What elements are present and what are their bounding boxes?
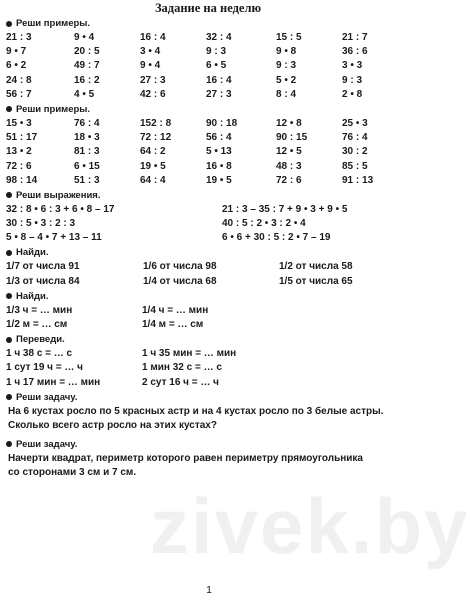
grid-cell: 6 • 15 [74,160,100,172]
grid-cell: 4 • 5 [74,88,95,100]
grid-row [6,376,410,390]
grid-cell: 16 : 4 [140,32,166,43]
section-heading [6,437,410,452]
grid-row [6,131,410,145]
grid-cell: 16 : 4 [206,74,232,86]
section-heading-text: Реши примеры. [16,18,91,29]
task-line: На 6 кустах росло по 5 красных астр и на 4 кустах росло по 3 белые астры. [8,405,384,417]
grid-row [6,275,410,289]
grid-cell: 1 мин 32 с = … с [142,362,222,374]
grid-cell: 51 : 3 [74,174,100,186]
grid-cell: 9 • 4 [140,60,161,72]
grid-cell: 27 : 3 [206,88,232,100]
bullet-icon [6,394,12,400]
section-heading-text: Найди. [16,290,49,302]
grid-row [6,31,410,45]
grid-row [6,203,410,217]
examples-grid [6,117,410,188]
examples-grid [6,31,410,102]
bullet-icon [6,441,12,447]
grid-cell: 16 • 8 [206,160,232,172]
grid-cell: 9 • 7 [6,46,27,58]
grid-row [6,304,410,318]
grid-row [6,160,410,174]
task-line: Сколько всего астр росло на этих кустах? [8,419,217,431]
grid-cell: 1/4 м = … см [142,319,204,330]
grid-cell: 72 : 6 [276,174,302,186]
grid-cell: 21 : 3 – 35 : 7 + 9 • 3 + 9 • 5 [222,203,348,215]
grid-cell: 3 • 4 [140,46,161,58]
section-heading [6,332,410,347]
grid-cell: 1/7 от числа 91 [6,261,80,273]
section-heading [6,16,410,31]
grid-cell: 76 : 4 [74,117,100,129]
grid-cell: 49 : 7 [74,60,100,72]
grid-cell: 1/5 от числа 65 [279,275,353,287]
grid-row [6,88,410,102]
fractions-grid [6,260,410,288]
bullet-icon [6,250,12,256]
section-heading-text: Реши примеры. [16,103,91,115]
grid-cell: 3 • 3 [342,60,363,72]
grid-cell: 20 : 5 [74,46,100,58]
grid-cell: 27 : 3 [140,74,166,86]
grid-cell: 64 : 4 [140,174,166,186]
section-heading-text: Реши задачу. [16,391,78,403]
grid-cell: 1 ч 35 мин = … мин [142,348,237,360]
grid-cell: 56 : 4 [206,132,232,144]
grid-cell: 15 • 3 [6,117,32,129]
grid-row [6,145,410,159]
bullet-icon [6,192,12,198]
conversion-grid [6,347,410,390]
grid-row [6,231,410,245]
grid-cell: 30 : 5 • 3 : 2 : 3 [6,218,76,230]
grid-cell: 25 • 3 [342,117,368,129]
expressions-grid [6,203,410,246]
section-heading-text: Реши выражения. [16,189,101,201]
grid-cell: 12 • 8 [276,117,302,129]
grid-row [6,117,410,131]
bullet-icon [6,293,12,299]
grid-cell: 1 сут 19 ч = … ч [6,362,83,374]
grid-cell: 90 : 18 [206,117,238,129]
section-heading-text: Реши задачу. [16,438,78,450]
grid-cell: 72 : 6 [6,160,32,172]
grid-cell: 1 ч 38 с = … с [6,348,73,360]
grid-row [6,318,410,332]
watermark: zivek.by [150,482,470,570]
grid-cell: 1/6 от числа 98 [143,261,217,273]
grid-row [6,59,410,73]
grid-cell: 1/3 ч = … мин [6,304,73,316]
grid-cell: 5 • 8 – 4 • 7 + 13 – 11 [6,232,102,244]
page-title: Задание на неделю [154,1,262,15]
grid-cell: 85 : 5 [342,160,368,172]
grid-cell: 76 : 4 [342,132,368,144]
grid-cell: 9 : 3 [206,46,227,58]
section-heading [6,245,410,260]
grid-cell: 15 : 5 [276,32,302,43]
grid-cell: 18 • 3 [74,132,100,144]
grid-cell: 98 : 14 [6,174,38,186]
grid-cell: 1/4 от числа 68 [143,275,217,287]
bullet-icon [6,106,12,112]
grid-row [6,45,410,59]
grid-cell: 5 • 2 [276,74,297,86]
grid-cell: 152 : 8 [140,117,172,129]
bullet-icon [6,337,12,343]
grid-cell: 21 : 7 [342,32,368,43]
grid-cell: 12 • 5 [276,146,302,158]
grid-cell: 32 : 8 • 6 : 3 + 6 • 8 – 17 [6,203,115,215]
grid-cell: 1/2 от числа 58 [279,261,353,273]
grid-row [6,361,410,375]
task-line: со сторонами 3 см и 7 см. [8,466,137,478]
grid-row [6,217,410,231]
section-heading-text: Найди. [16,247,49,259]
section-heading [6,188,410,203]
grid-cell: 1/3 от числа 84 [6,275,80,287]
units-grid [6,304,410,332]
grid-cell: 8 : 4 [276,88,297,100]
grid-cell: 56 : 7 [6,88,32,100]
task-text [6,405,410,433]
page-number: 1 [206,584,212,596]
bullet-icon [6,21,12,27]
grid-cell: 1/2 м = … см [6,319,68,330]
grid-cell: 19 • 5 [140,160,166,172]
grid-cell: 48 : 3 [276,160,302,172]
grid-cell: 91 : 13 [342,174,374,186]
worksheet-page [0,1,418,601]
grid-cell: 21 : 3 [6,32,32,43]
grid-cell: 6 • 5 [206,60,227,72]
grid-row [6,174,410,188]
grid-cell: 2 сут 16 ч = … ч [142,376,219,388]
task-text [6,452,410,480]
section-heading-text: Переведи. [16,334,65,346]
grid-cell: 9 • 4 [74,32,95,43]
grid-cell: 6 • 2 [6,60,27,72]
grid-cell: 90 : 15 [276,132,308,144]
grid-cell: 9 : 3 [342,74,363,86]
grid-cell: 42 : 6 [140,88,166,100]
grid-cell: 6 • 6 + 30 : 5 : 2 • 7 – 19 [222,232,331,244]
grid-cell: 5 • 13 [206,146,232,158]
grid-cell: 64 : 2 [140,146,166,158]
grid-cell: 16 : 2 [74,74,100,86]
grid-cell: 24 : 8 [6,74,32,86]
grid-cell: 9 • 8 [276,46,297,58]
section-heading [6,390,410,405]
grid-cell: 1 ч 17 мин = … мин [6,376,101,388]
grid-cell: 36 : 6 [342,46,368,58]
grid-cell: 72 : 12 [140,132,172,144]
grid-cell: 19 • 5 [206,174,232,186]
grid-cell: 1/4 ч = … мин [142,304,209,316]
grid-row [6,74,410,88]
grid-cell: 30 : 2 [342,146,368,158]
grid-cell: 9 : 3 [276,60,297,72]
grid-cell: 81 : 3 [74,146,100,158]
section-heading [6,289,410,304]
grid-row [6,347,410,361]
grid-cell: 40 : 5 : 2 • 3 : 2 • 4 [222,218,306,230]
grid-cell: 51 : 17 [6,132,38,144]
grid-cell: 32 : 4 [206,32,232,43]
task-line: Начерти квадрат, периметр которого равен периметру прямоугольника [8,452,363,464]
section-heading [6,102,410,117]
grid-cell: 13 • 2 [6,146,32,158]
grid-row [6,260,410,274]
grid-cell: 2 • 8 [342,88,363,100]
